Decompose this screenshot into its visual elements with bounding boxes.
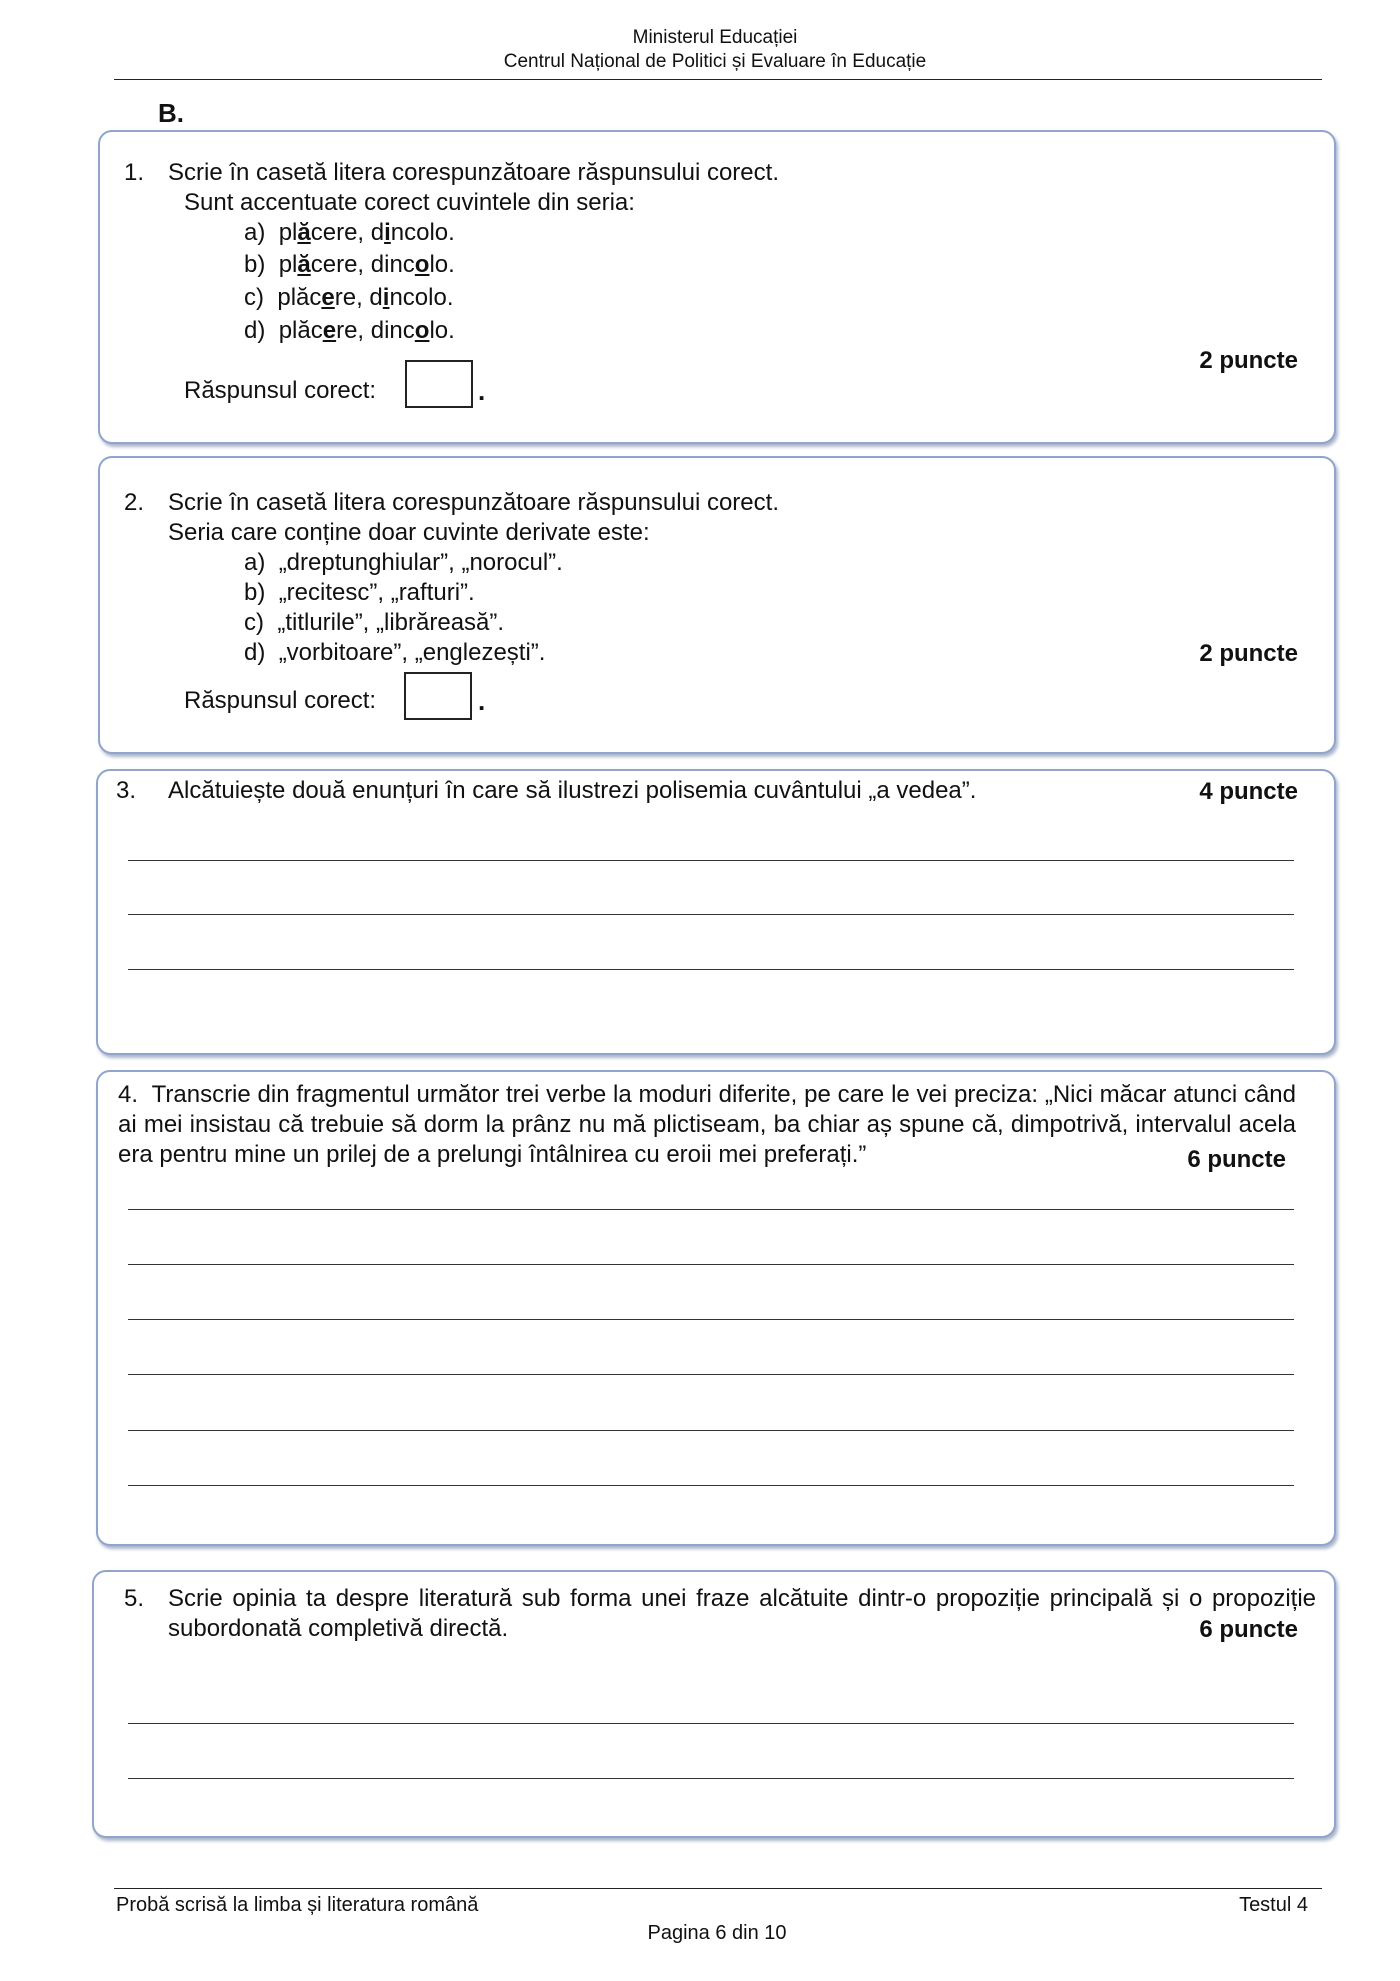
question-2-option-d bbox=[244, 638, 545, 668]
accent-letter: ă bbox=[297, 251, 311, 278]
option-text-part: ncolo. bbox=[390, 219, 455, 246]
answer-line[interactable] bbox=[128, 1778, 1294, 1779]
question-4-points: 6 puncte bbox=[1187, 1146, 1286, 1173]
option-text-part: pl bbox=[278, 251, 298, 278]
accent-letter: o bbox=[414, 317, 430, 344]
question-1-answer-label: Răspunsul corect: bbox=[184, 377, 377, 404]
option-text bbox=[279, 251, 455, 278]
option-text-part: plăc bbox=[278, 317, 323, 344]
option-text-part: lo. bbox=[429, 251, 455, 278]
option-text-part: plăc bbox=[277, 284, 322, 311]
option-text-part: cere, d bbox=[310, 219, 385, 246]
option-letter: d) bbox=[244, 317, 266, 344]
question-5-text: Scrie opinia ta despre literatură sub forma unei fraze alcătuite dintr-o propoziție principală și o propoziție subordonată completivă directă. bbox=[168, 1585, 1316, 1642]
answer-line[interactable] bbox=[128, 1319, 1294, 1320]
question-1-instruction: Scrie în casetă litera corespunzătoare răspunsului corect. bbox=[168, 159, 779, 186]
question-3-box bbox=[96, 769, 1336, 1055]
question-2-option-c bbox=[244, 608, 504, 638]
option-text bbox=[277, 284, 453, 311]
option-text-part: re, d bbox=[334, 284, 383, 311]
question-1-stem: Sunt accentuate corect cuvintele din seria: bbox=[184, 189, 635, 216]
answer-line[interactable] bbox=[128, 1374, 1294, 1375]
header-center: Centrul Național de Politici și Evaluare în Educație bbox=[503, 51, 927, 72]
option-letter: a) bbox=[244, 549, 266, 576]
question-1-answer-box[interactable] bbox=[405, 360, 473, 408]
header-rule bbox=[114, 79, 1322, 80]
question-4-number: 4. bbox=[118, 1081, 139, 1108]
option-text: „titlurile”, „librăreasă”. bbox=[277, 609, 505, 636]
question-5-points: 6 puncte bbox=[1199, 1616, 1298, 1643]
question-2-points: 2 puncte bbox=[1199, 640, 1298, 667]
question-3-text: Alcătuiește două enunțuri în care să ilustrezi polisemia cuvântului „a vedea”. bbox=[168, 777, 977, 804]
footer-rule bbox=[114, 1888, 1322, 1889]
option-text: „dreptunghiular”, „norocul”. bbox=[278, 549, 563, 576]
accent-letter: i bbox=[384, 219, 391, 246]
question-2-option-a bbox=[244, 548, 563, 578]
answer-line[interactable] bbox=[128, 914, 1294, 915]
answer-line[interactable] bbox=[128, 860, 1294, 861]
question-2-answer-label: Răspunsul corect: bbox=[184, 687, 377, 714]
option-letter: d) bbox=[244, 639, 266, 666]
option-letter: b) bbox=[244, 579, 266, 606]
section-label: B. bbox=[158, 98, 184, 128]
answer-line[interactable] bbox=[128, 1723, 1294, 1724]
answer-line[interactable] bbox=[128, 1430, 1294, 1431]
option-text-part: pl bbox=[278, 219, 298, 246]
answer-line[interactable] bbox=[128, 1264, 1294, 1265]
option-letter: b) bbox=[244, 251, 266, 278]
footer-test-number: Testul 4 bbox=[1239, 1894, 1308, 1916]
option-text-part: re, dinc bbox=[336, 317, 415, 344]
page-header bbox=[0, 26, 1400, 74]
answer-line[interactable] bbox=[128, 969, 1294, 970]
footer-page-number: Pagina 6 din 10 bbox=[647, 1922, 787, 1944]
question-1-option-d bbox=[244, 316, 455, 346]
footer-exam-title: Probă scrisă la limba și literatura română bbox=[116, 1894, 479, 1916]
question-2-stem: Seria care conține doar cuvinte derivate este: bbox=[168, 519, 650, 546]
option-text bbox=[279, 317, 455, 344]
answer-line[interactable] bbox=[128, 1485, 1294, 1486]
option-text-part: ncolo. bbox=[389, 284, 454, 311]
answer-period: . bbox=[478, 686, 486, 716]
option-text-part: cere, dinc bbox=[310, 251, 415, 278]
option-letter: a) bbox=[244, 219, 266, 246]
accent-letter: o bbox=[414, 251, 430, 278]
option-text: „recitesc”, „rafturi”. bbox=[278, 579, 475, 606]
accent-letter: ă bbox=[297, 219, 311, 246]
question-3-points: 4 puncte bbox=[1199, 778, 1298, 805]
option-text-part: lo. bbox=[429, 317, 455, 344]
answer-line[interactable] bbox=[128, 1209, 1294, 1210]
accent-letter: e bbox=[321, 284, 335, 311]
question-4-body: Transcrie din fragmentul următor trei verbe la moduri diferite, pe care le vei preciza: „Nici măcar atunci când ai mei insistau că trebuie să dorm la prânz nu mă plictiseam, ba chiar aș spune că, dimpotrivă, intervalul acela era pentru mine un prilej de a prelungi întâlnirea cu eroii mei preferați.” bbox=[118, 1081, 1296, 1168]
question-5-number: 5. bbox=[124, 1585, 145, 1612]
question-1-option-b bbox=[244, 250, 455, 280]
option-text: „vorbitoare”, „englezești”. bbox=[278, 639, 546, 666]
answer-period: . bbox=[478, 376, 486, 406]
header-ministry: Ministerul Educației bbox=[632, 27, 798, 48]
option-text bbox=[279, 219, 455, 246]
accent-letter: i bbox=[382, 284, 390, 311]
question-2-answer-box[interactable] bbox=[404, 672, 472, 720]
accent-letter: e bbox=[322, 317, 337, 344]
question-1-number: 1. bbox=[124, 159, 145, 186]
question-4-text bbox=[118, 1080, 1296, 1170]
question-2-option-b bbox=[244, 578, 475, 608]
question-3-number: 3. bbox=[116, 777, 137, 804]
option-letter: c) bbox=[244, 609, 264, 636]
option-letter: c) bbox=[244, 284, 264, 311]
question-1-points: 2 puncte bbox=[1199, 347, 1298, 374]
question-2-instruction: Scrie în casetă litera corespunzătoare răspunsului corect. bbox=[168, 489, 779, 516]
question-1-option-c bbox=[244, 283, 453, 313]
question-2-number: 2. bbox=[124, 489, 145, 516]
question-1-option-a bbox=[244, 218, 455, 248]
